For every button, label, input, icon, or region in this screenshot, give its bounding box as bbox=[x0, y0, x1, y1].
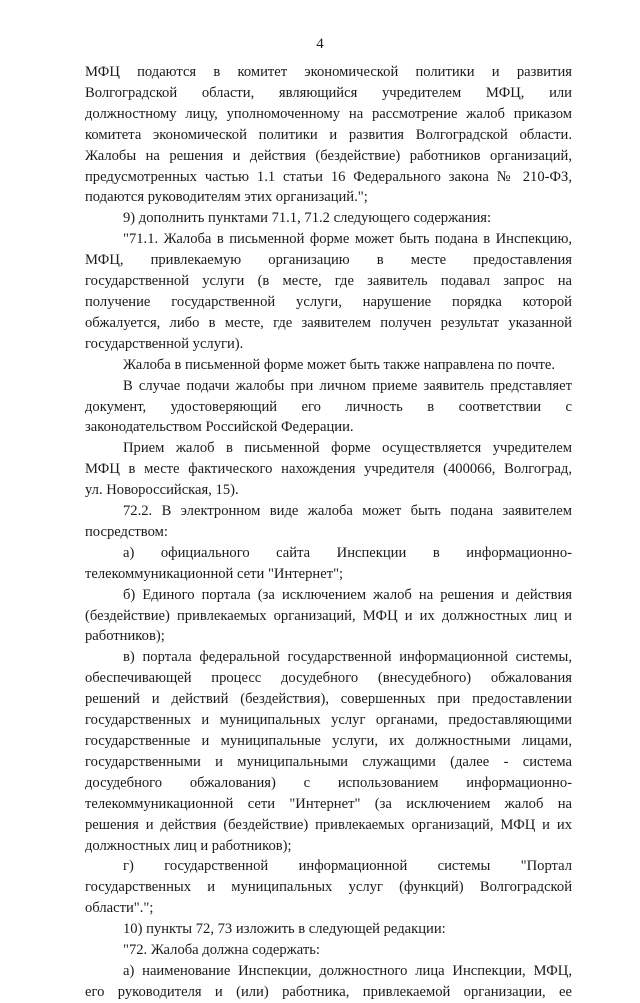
text-line: получение государственной услуги, нарушение порядка которой bbox=[85, 293, 572, 310]
text-line: документ, удостоверяющий его личность в соответствии с bbox=[85, 398, 572, 415]
text-line: 9) дополнить пунктами 71.1, 71.2 следующего содержания: bbox=[123, 210, 492, 227]
text-line: его руководителя и (или) работника, привлекаемой организации, ее bbox=[85, 983, 572, 1000]
text-line: телекоммуникационной сети "Интернет"; bbox=[85, 565, 344, 582]
text-line: досудебного обжалования) с использованием информационно- bbox=[85, 774, 572, 791]
text-line: г) государственной информационной системы "Портал bbox=[123, 858, 572, 875]
text-line: должностных лиц и работников); bbox=[85, 837, 292, 854]
text-line: подаются руководителям этих организаций."; bbox=[85, 189, 368, 206]
text-line: МФЦ, привлекаемую организацию в месте предоставления bbox=[85, 252, 572, 269]
text-line: Жалоба в письменной форме может быть также направлена по почте. bbox=[123, 356, 556, 373]
text-line: "72. Жалоба должна содержать: bbox=[123, 942, 320, 959]
text-line: а) наименование Инспекции, должностного лица Инспекции, МФЦ, bbox=[123, 962, 572, 979]
text-line: телекоммуникационной сети "Интернет" (за исключением жалоб на bbox=[85, 795, 572, 812]
text-line: (бездействие) привлекаемых организаций, МФЦ и их должностных лиц и bbox=[85, 607, 572, 624]
text-line: б) Единого портала (за исключением жалоб на решения и действия bbox=[123, 586, 572, 603]
text-line: государственной услуги). bbox=[85, 335, 244, 352]
text-line: комитета экономической политики и развития Волгоградской области. bbox=[85, 126, 572, 143]
text-line: 72.2. В электронном виде жалоба может быть подана заявителем bbox=[123, 503, 572, 520]
text-line: МФЦ подаются в комитет экономической политики и развития bbox=[85, 64, 572, 80]
text-line: обеспечивающей процесс досудебного (внесудебного) обжалования bbox=[85, 670, 572, 687]
text-line: В случае подачи жалобы при личном приеме заявитель представляет bbox=[123, 377, 572, 394]
text-line: государственные и муниципальные услуги, их должностными лицами, bbox=[85, 733, 572, 749]
text-line: Волгоградской области, являющийся учредителем МФЦ, или bbox=[85, 84, 572, 101]
text-line: Жалобы на решения и действия (бездействие) работников организаций, bbox=[85, 147, 572, 164]
text-line: законодательством Российской Федерации. bbox=[85, 419, 354, 436]
text-line: решений и действий (бездействия), совершенных при предоставлении bbox=[85, 691, 572, 708]
text-line: ул. Новороссийская, 15). bbox=[85, 482, 239, 499]
text-line: Прием жалоб в письменной форме осуществляется учредителем bbox=[123, 440, 572, 457]
text-line: а) официального сайта Инспекции в информационно- bbox=[123, 544, 572, 561]
text-line: государственной услуги (в месте, где заявитель подавал запрос на bbox=[85, 273, 572, 290]
text-line: области"."; bbox=[85, 900, 154, 917]
text-line: государственных и муниципальных услуг органами, предоставляющими bbox=[85, 712, 572, 729]
text-line: государственными и муниципальными служащими (далее - система bbox=[85, 753, 572, 770]
text-line: работников); bbox=[85, 628, 165, 645]
text-line: предусмотренных частью 1.1 статьи 16 Федерального закона № 210-ФЗ, bbox=[85, 168, 572, 185]
text-line: обжалуется, либо в месте, где заявителем получен результат указанной bbox=[85, 314, 572, 331]
text-line: 10) пункты 72, 73 изложить в следующей редакции: bbox=[123, 921, 446, 938]
text-line: должностному лицу, уполномоченному на рассмотрение жалоб приказом bbox=[85, 105, 572, 122]
text-line: "71.1. Жалоба в письменной форме может быть подана в Инспекцию, bbox=[123, 231, 572, 248]
text-line: решения и действия (бездействие) привлекаемых организаций, МФЦ и их bbox=[85, 816, 572, 833]
text-line: посредством: bbox=[85, 523, 168, 540]
text-line: МФЦ в месте фактического нахождения учредителя (400066, Волгоград, bbox=[85, 461, 572, 478]
page-number: 4 bbox=[316, 36, 324, 52]
document-body bbox=[85, 62, 572, 1003]
text-line: в) портала федеральной государственной информационной системы, bbox=[123, 649, 572, 666]
text-line: государственных и муниципальных услуг (функций) Волгоградской bbox=[85, 879, 572, 896]
